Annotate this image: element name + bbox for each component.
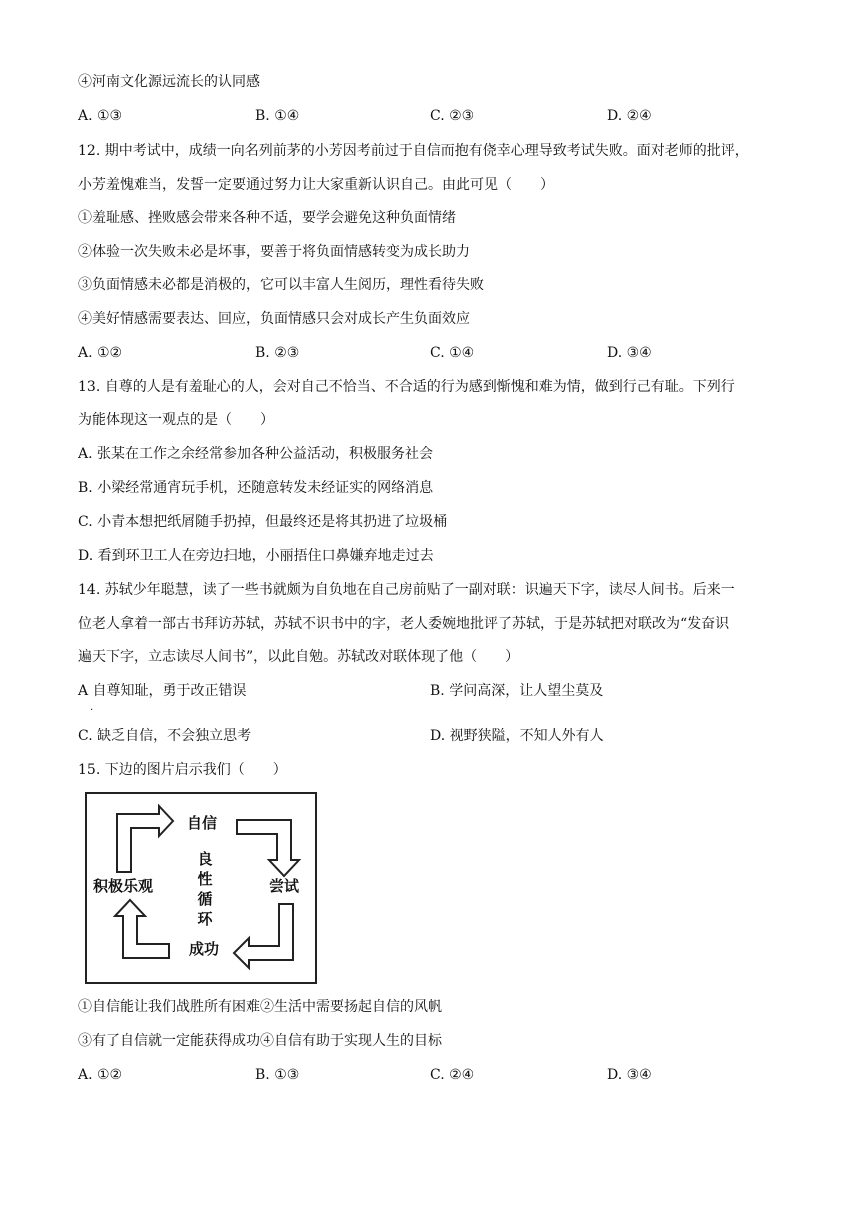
q15-items-line2: ③有了自信就一定能获得成功④自信有助于实现人生的目标 [78,1033,442,1049]
q12-options [78,343,798,363]
q14-option-c: C. 缺乏自信，不会独立思考 [78,728,252,744]
q14-stem-line2: 位老人拿着一部古书拜访苏轼，苏轼不识书中的字，老人委婉地批评了苏轼，于是苏轼把对联改为“发奋识 [78,616,730,632]
q13-option-c: C. 小青本想把纸屑随手扔掉，但最终还是将其扔进了垃圾桶 [78,514,448,530]
q12-item-2: ②体验一次失败未必是坏事，要善于将负面情感转变为成长助力 [78,244,470,260]
q13-option-b: B. 小梁经常通宵玩手机，还随意转发未经证实的网络消息 [78,480,434,496]
q11-option-d: D. ②④ [607,108,652,124]
q14-option-b: B. 学问高深，让人望尘莫及 [430,683,604,699]
arrow-to-success [234,904,293,968]
q14-stem-line1: 14. 苏轼少年聪慧，读了一些书就颇为自负地在自己房前贴了一副对联：识遍天下字，读尽人间书。后来一 [78,582,735,598]
q12-stem-line1: 12. 期中考试中，成绩一向名列前茅的小芳因考前过于自信而抱有侥幸心理导致考试失败。面对老师的批评， [78,143,749,159]
cycle-label-optimism: 积极乐观 [93,877,154,895]
arrow-to-confidence [117,806,173,872]
arrow-to-attempt [237,820,299,876]
q11-option-c: C. ②③ [430,108,475,124]
q12-option-a: A. ①② [78,345,123,361]
arrow-to-optimism [115,900,169,958]
q12-item-1: ①羞耻感、挫败感会带来各种不适，要学会避免这种负面情绪 [78,210,456,226]
q12-option-b: B. ②③ [255,345,300,361]
q13-option-a: A. 张某在工作之余经常参加各种公益活动，积极服务社会 [78,446,434,462]
virtuous-cycle-figure [85,792,317,984]
q14-option-d: D. 视野狭隘，不知人外有人 [430,728,604,744]
q14-stray-dot: . [90,702,94,713]
center-char-4: 环 [197,910,213,928]
q15-stem: 15. 下边的图片启示我们（ ） [78,762,287,778]
cycle-label-confidence: 自信 [187,814,218,832]
q13-stem-line1: 13. 自尊的人是有羞耻心的人，会对自己不恰当、不合适的行为感到惭愧和难为情，做到行己有耻。下列行 [78,379,735,395]
q15-option-a: A. ①② [78,1067,123,1083]
q13-stem-line2: 为能体现这一观点的是（ ） [78,412,274,428]
q13-option-d: D. 看到环卫工人在旁边扫地，小丽捂住口鼻嫌弃地走过去 [78,548,434,564]
cycle-label-success: 成功 [189,940,220,958]
q14-options-row2 [78,726,798,746]
q15-option-c: C. ②④ [430,1067,475,1083]
q15-items-line1: ①自信能让我们战胜所有困难②生活中需要扬起自信的风帆 [78,999,442,1015]
q12-option-d: D. ③④ [607,345,652,361]
q14-stem-line3: 遍天下字，立志读尽人间书”，以此自勉。苏轼改对联体现了他（ ） [78,649,520,665]
q12-item-4: ④美好情感需要表达、回应，负面情感只会对成长产生负面效应 [78,311,470,327]
q15-options [78,1065,798,1085]
q11-item-4: ④河南文化源远流长的认同感 [78,74,260,90]
q11-option-b: B. ①④ [255,108,300,124]
center-char-3: 循 [197,890,213,908]
q11-options [78,106,798,126]
q12-stem-line2: 小芳羞愧难当，发誓一定要通过努力让大家重新认识自己。由此可见（ ） [78,177,554,193]
center-char-2: 性 [197,870,213,888]
q12-item-3: ③负面情感未必都是消极的，它可以丰富人生阅历，理性看待失败 [78,277,484,293]
q14-options-row1 [78,681,798,701]
q11-option-a: A. ①③ [78,108,123,124]
q15-option-d: D. ③④ [607,1067,652,1083]
q14-option-a: A 自尊知耻，勇于改正错误 [78,683,247,699]
q12-option-c: C. ①④ [430,345,475,361]
cycle-center-label [196,849,214,929]
cycle-label-attempt: 尝试 [269,877,300,895]
q15-option-b: B. ①③ [255,1067,300,1083]
center-char-1: 良 [197,850,213,868]
